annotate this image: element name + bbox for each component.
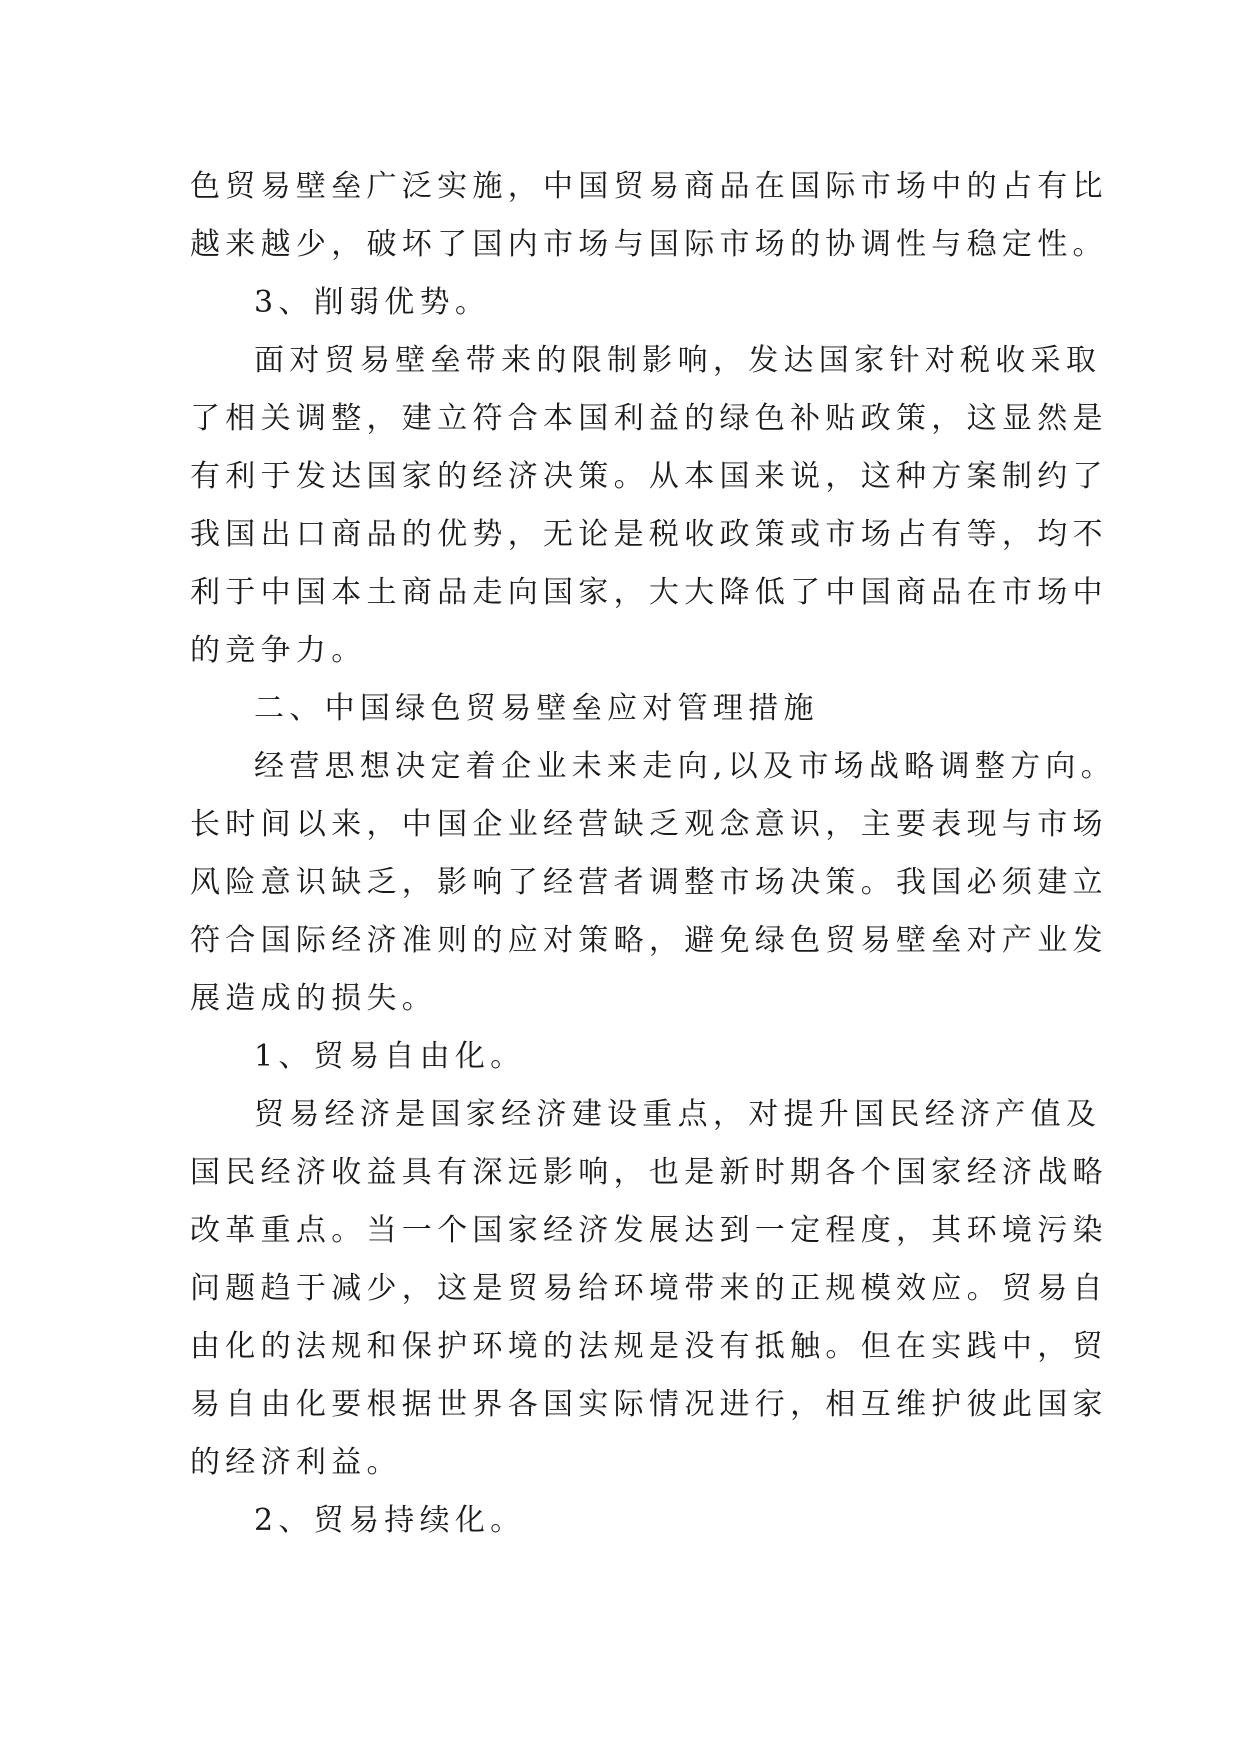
text-line-9: 的竞争力。 [190, 633, 367, 668]
text-line-8: 利于中国本土商品走向国家，大大降低了中国商品在市场中 [190, 575, 1108, 610]
section-heading-2: 二、中国绿色贸易壁垒应对管理措施 [254, 691, 819, 726]
text-line-23: 的经济利益。 [190, 1445, 402, 1480]
text-line-5: 了相关调整，建立符合本国利益的绿色补贴政策，这显然是 [190, 401, 1108, 436]
text-line-22: 易自由化要根据世界各国实际情况进行，相互维护彼此国家 [190, 1387, 1108, 1422]
text-line-7: 我国出口商品的优势，无论是税收政策或市场占有等，均不 [190, 517, 1108, 552]
text-line-13: 风险意识缺乏，影响了经营者调整市场决策。我国必须建立 [190, 865, 1108, 900]
section-heading-3: 3、削弱优势。 [254, 285, 491, 320]
text-line-12: 长时间以来，中国企业经营缺乏观念意识，主要表现与市场 [190, 807, 1108, 842]
text-line-21: 由化的法规和保护环境的法规是没有抵触。但在实践中，贸 [190, 1329, 1108, 1364]
text-line-19: 改革重点。当一个国家经济发展达到一定程度，其环境污染 [190, 1213, 1108, 1248]
text-line-15: 展造成的损失。 [190, 981, 438, 1016]
section-heading-2-2: 2、贸易持续化。 [254, 1503, 526, 1538]
text-line-2: 越来越少，破坏了国内市场与国际市场的协调性与稳定性。 [190, 227, 1108, 262]
text-line-18: 国民经济收益具有深远影响，也是新时期各个国家经济战略 [190, 1155, 1108, 1190]
text-line-6: 有利于发达国家的经济决策。从本国来说，这种方案制约了 [190, 459, 1108, 494]
text-line-14: 符合国际经济准则的应对策略，避免绿色贸易壁垒对产业发 [190, 923, 1108, 958]
text-line-20: 问题趋于减少，这是贸易给环境带来的正规模效应。贸易自 [190, 1271, 1108, 1306]
paragraph-start: 经营思想决定着企业未来走向,以及市场战略调整方向。 [254, 749, 1117, 784]
paragraph-start: 贸易经济是国家经济建设重点，对提升国民经济产值及 [254, 1097, 1102, 1132]
paragraph-start: 面对贸易壁垒带来的限制影响，发达国家针对税收采取 [254, 343, 1102, 378]
text-line-1: 色贸易壁垒广泛实施，中国贸易商品在国际市场中的占有比 [190, 169, 1108, 204]
section-heading-1: 1、贸易自由化。 [254, 1039, 526, 1074]
